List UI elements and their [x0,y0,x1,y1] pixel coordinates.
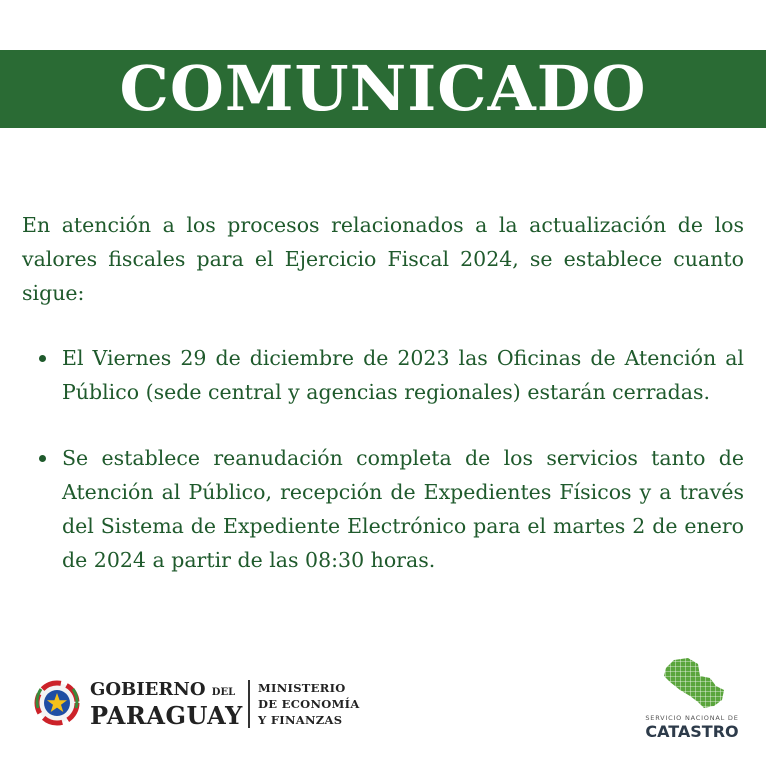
gov-line1: GOBIERNO [90,679,206,700]
ministry-line3: Y FINANZAS [258,713,343,727]
bullet-icon [39,355,46,362]
logo-divider [248,680,250,728]
intro-paragraph: En atención a los procesos relacionados a la actualización de los valores fiscales para el Ejercicio Fiscal 2024, se establece cuanto sigue: [22,213,744,305]
ministry-line1: MINISTERIO [258,681,346,695]
gov-del: DEL [211,687,236,698]
page-title: COMUNICADO [119,52,647,125]
list-item [22,441,744,577]
catastro-subtitle: SERVICIO NACIONAL DE [645,714,739,722]
header-banner [0,50,766,128]
ministry-line2: DE ECONOMÍA [258,697,360,711]
gobierno-paraguay-logo [32,676,372,730]
gobierno-wordmark [90,680,243,729]
list-item [22,341,744,409]
gov-line2: PARAGUAY [90,701,243,730]
list-item-text: Se establece reanudación completa de los servicios tanto de Atención al Público, recepción de Expedientes Físicos y a través del Sistema de Expediente Electrónico para el martes 2 de enero de 2024 a partir de las 08:30 horas. [62,446,744,572]
ministerio-wordmark [258,680,360,728]
catastro-logo [636,656,748,742]
paraguay-map-icon [660,656,730,712]
list-item-text: El Viernes 29 de diciembre de 2023 las Oficinas de Atención al Público (sede central y agencias regionales) estarán cerradas. [62,346,744,404]
catastro-title: CATASTRO [645,722,739,741]
bullet-icon [39,455,46,462]
gobierno-paraguay-seal-icon [32,678,82,728]
announcement-list [22,341,744,609]
